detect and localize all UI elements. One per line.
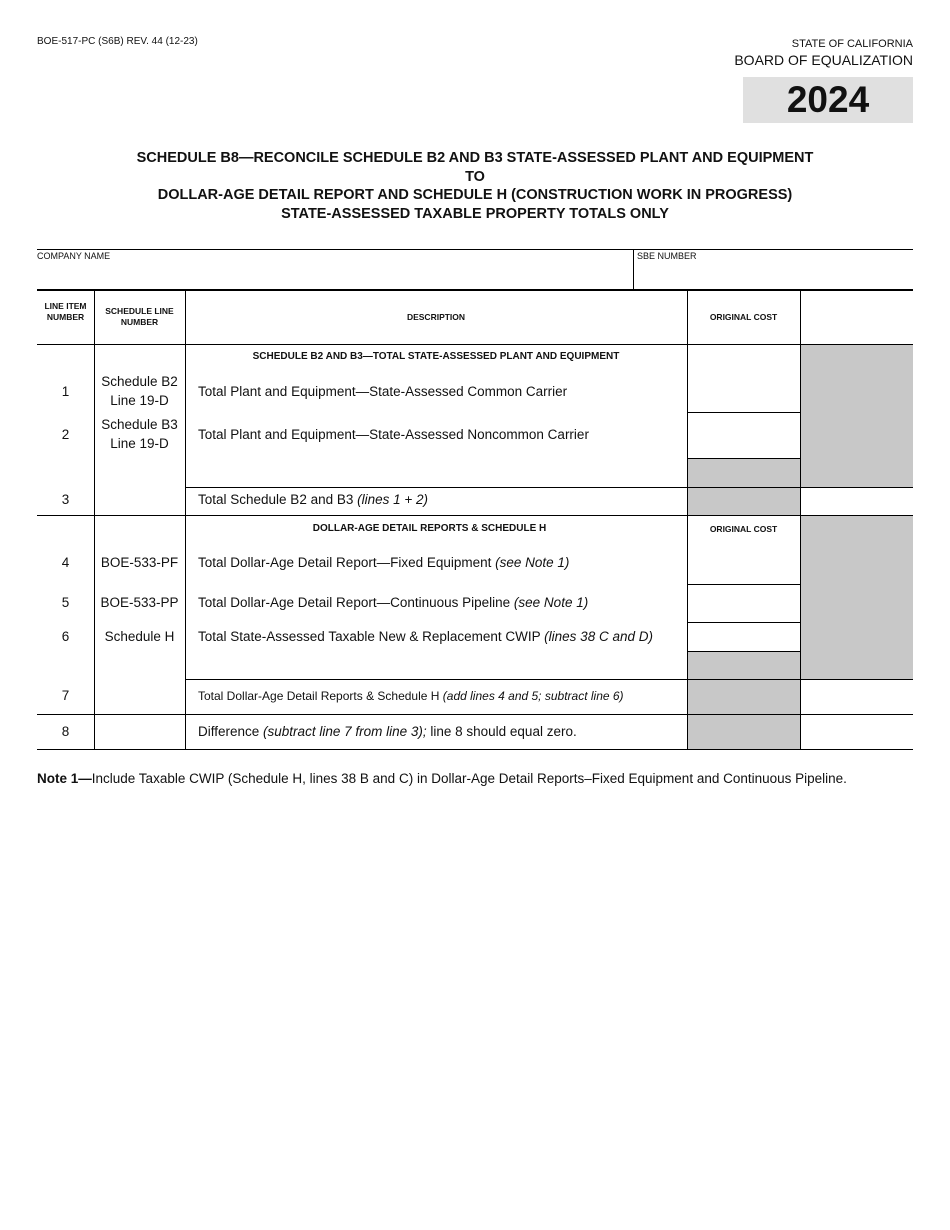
divider [37,515,913,516]
line-1-original-cost[interactable] [688,345,800,412]
schedule-line: Schedule H [104,629,175,644]
line-description: Total Dollar-Age Detail Reports & Schedule H (add lines 4 and 5; subtract line 6) [198,689,624,703]
divider [687,651,800,652]
line-4-original-cost[interactable] [688,545,800,584]
section-2-cost-header: ORIGINAL COST [709,524,778,534]
schedule-line: BOE-533-PP [100,595,179,610]
footnote-label: Note 1— [37,771,92,786]
header-line-item [37,301,94,322]
divider [633,249,634,290]
title-line-1: SCHEDULE B8—RECONCILE SCHEDULE B2 AND B3 STATE-ASSESSED PLANT AND EQUIPMENT [136,150,814,166]
line-number: 2 [61,427,70,442]
line-description: Total State-Assessed Taxable New & Replacement CWIP (lines 38 C and D) [198,629,653,644]
section-2-title: DOLLAR-AGE DETAIL REPORTS & SCHEDULE H [312,523,547,534]
line-number: 7 [61,688,70,703]
line-number: 4 [61,555,70,570]
header-description: DESCRIPTION [406,312,466,322]
divider [37,249,913,250]
footnote [37,771,847,786]
sbe-number-label: SBE NUMBER [637,251,697,261]
line-number: 3 [61,492,70,507]
line-3-amount[interactable] [801,488,913,515]
title-line-4: STATE-ASSESSED TAXABLE PROPERTY TOTALS ONLY [281,205,669,222]
header-schedule-line: SCHEDULE LINE NUMBER [105,306,174,327]
form-number: BOE-517-PC (S6B) REV. 44 (12-23) [37,36,198,47]
line-description: Total Dollar-Age Detail Report—Continuous Pipeline (see Note 1) [198,595,589,610]
shaded-cell [688,680,800,714]
schedule-line: Schedule B2 [101,374,178,389]
divider [687,458,800,459]
table-bottom-border [37,749,913,750]
line-7-amount[interactable] [801,680,913,714]
shaded-cell [688,488,800,515]
line-description: Difference (subtract line 7 from line 3); line 8 should equal zero. [198,724,577,739]
line-number: 5 [61,595,70,610]
line-description: Total Plant and Equipment—State-Assessed Common Carrier [198,384,568,399]
line-description: Total Dollar-Age Detail Report—Fixed Equipment (see Note 1) [198,555,570,570]
header-original-cost: ORIGINAL COST [709,312,778,322]
shaded-cell [688,459,800,487]
sbe-number-field[interactable] [637,263,907,287]
shaded-cell [688,715,800,749]
line-number: 8 [61,724,70,739]
schedule-line: Schedule B3 [101,417,178,432]
schedule-line-sub: Line 19-D [110,393,169,408]
tax-year: 2024 [743,77,913,123]
form-title [37,149,913,223]
schedule-line-sub: Line 19-D [110,436,169,451]
title-line-3: DOLLAR-AGE DETAIL REPORT AND SCHEDULE H (CONSTRUCTION WORK IN PROGRESS) [157,187,793,204]
shaded-cell [688,652,800,679]
state-label: STATE OF CALIFORNIA [791,38,913,50]
shaded-cell [801,345,913,487]
company-name-field[interactable] [37,263,627,287]
divider [37,714,913,715]
line-number: 1 [61,384,70,399]
company-name-label: COMPANY NAME [37,251,111,261]
board-label: BOARD OF EQUALIZATION [734,52,913,68]
line-6-original-cost[interactable] [688,623,800,651]
line-5-original-cost[interactable] [688,585,800,622]
line-description: Total Plant and Equipment—State-Assessed Noncommon Carrier [198,427,589,442]
line-number: 6 [61,629,70,644]
line-description: Total Schedule B2 and B3 (lines 1 + 2) [198,492,429,507]
title-line-2: TO [465,168,485,185]
divider [94,290,95,749]
shaded-cell [801,516,913,679]
line-2-original-cost[interactable] [688,413,800,458]
section-1-title: SCHEDULE B2 AND B3—TOTAL STATE-ASSESSED PLANT AND EQUIPMENT [252,351,620,362]
table-top-border [37,289,913,291]
footnote-text: Include Taxable CWIP (Schedule H, lines 38 B and C) in Dollar-Age Detail Reports–Fixed Equipment and Continuous Pipeline. [91,771,847,786]
line-8-amount[interactable] [801,715,913,749]
header-line-item-text: LINE ITEM NUMBER [44,301,87,322]
schedule-line: BOE-533-PF [100,555,179,570]
